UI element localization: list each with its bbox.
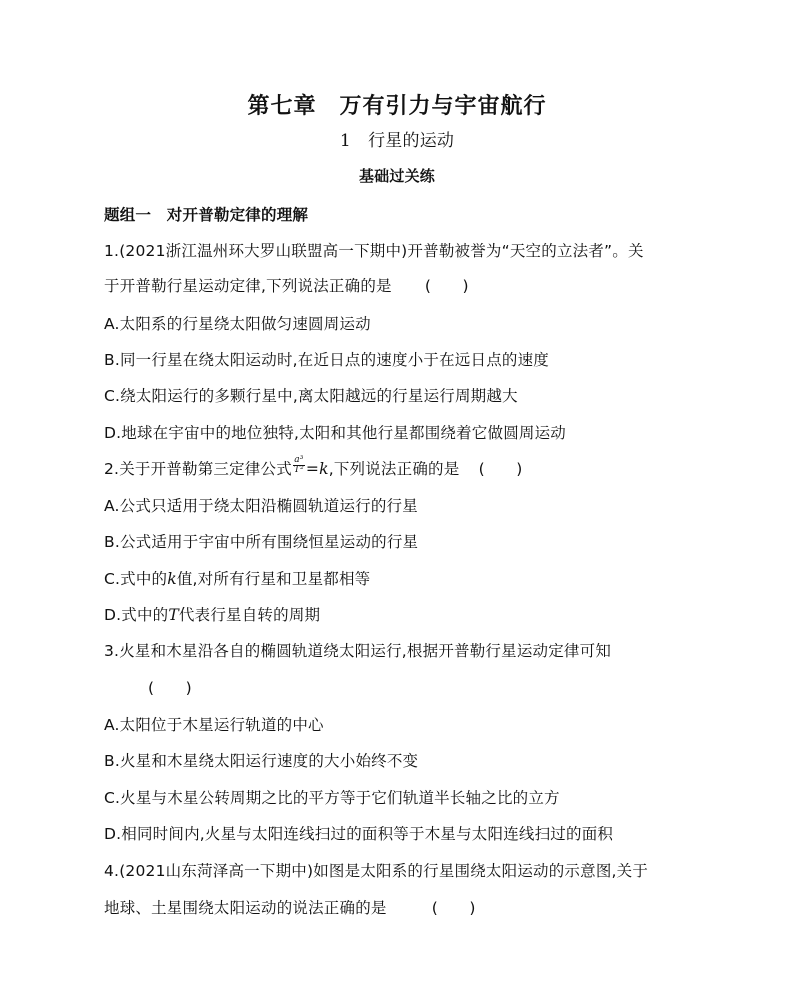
q2-option-b: B.公式适用于宇宙中所有围绕恒星运动的行星 [104, 533, 419, 551]
q2-option-c-variable: k [167, 570, 177, 588]
q2-stem-suffix: ,下列说法正确的是 [328, 460, 460, 478]
q2-stem [104, 455, 523, 479]
q1-stem-text: 于开普勒行星运动定律,下列说法正确的是 [104, 277, 392, 295]
chapter-title: 第七章 万有引力与宇宙航行 [247, 93, 547, 119]
formula-denominator: T² [293, 465, 304, 475]
formula-equals: =k [305, 460, 329, 478]
q1-option-b: B.同一行星在绕太阳运动时,在近日点的速度小于在远日点的速度 [104, 351, 549, 369]
q2-option-d-suffix: 代表行星自转的周期 [178, 606, 321, 624]
q2-option-c-suffix: 值,对所有行星和卫星都相等 [176, 570, 371, 588]
q4-stem-line2 [104, 898, 476, 918]
q1-stem-line2 [104, 276, 469, 296]
q3-option-c: C.火星与木星公转周期之比的平方等于它们轨道半长轴之比的立方 [104, 789, 560, 807]
q4-stem-text: 地球、土星围绕太阳运动的说法正确的是 [104, 899, 387, 917]
q3-option-b: B.火星和木星绕太阳运行速度的大小始终不变 [104, 752, 419, 770]
q1-stem-line1: 1.(2021浙江温州环大罗山联盟高一下期中)开普勒被誉为“天空的立法者”。关 [104, 242, 644, 260]
q2-option-c [104, 569, 370, 589]
q2-option-d-variable: T [168, 606, 179, 624]
q3-option-d: D.相同时间内,火星与太阳连线扫过的面积等于木星与太阳连线扫过的面积 [104, 825, 614, 843]
q2-answer-bracket: ( ) [478, 460, 523, 478]
subsection-title: 基础过关练 [358, 167, 435, 185]
q3-answer-bracket: ( ) [148, 679, 192, 697]
q3-stem-line1: 3.火星和木星沿各自的椭圆轨道绕太阳运行,根据开普勒行星运动定律可知 [104, 642, 612, 660]
q1-answer-bracket: ( ) [424, 277, 469, 295]
q2-option-c-prefix: C.式中的 [104, 570, 168, 588]
q4-stem-line1: 4.(2021山东菏泽高一下期中)如图是太阳系的行星围绕太阳运动的示意图,关于 [104, 862, 649, 880]
group-title: 题组一 对开普勒定律的理解 [104, 206, 309, 224]
q2-option-d [104, 605, 320, 625]
formula-numerator: a³ [294, 455, 304, 465]
q1-option-c: C.绕太阳运行的多颗行星中,离太阳越远的行星运行周期越大 [104, 387, 518, 405]
q4-answer-bracket: ( ) [431, 899, 476, 917]
section-title: 1 行星的运动 [339, 131, 455, 151]
q2-stem-prefix: 2.关于开普勒第三定律公式 [104, 460, 292, 478]
q1-option-d: D.地球在宇宙中的地位独特,太阳和其他行星都围绕着它做圆周运动 [104, 424, 566, 442]
q3-option-a: A.太阳位于木星运行轨道的中心 [104, 716, 324, 734]
kepler-third-law-formula [293, 456, 305, 475]
q2-option-a: A.公式只适用于绕太阳沿椭圆轨道运行的行星 [104, 497, 418, 515]
q1-option-a: A.太阳系的行星绕太阳做匀速圆周运动 [104, 315, 371, 333]
q2-option-d-prefix: D.式中的 [104, 606, 169, 624]
